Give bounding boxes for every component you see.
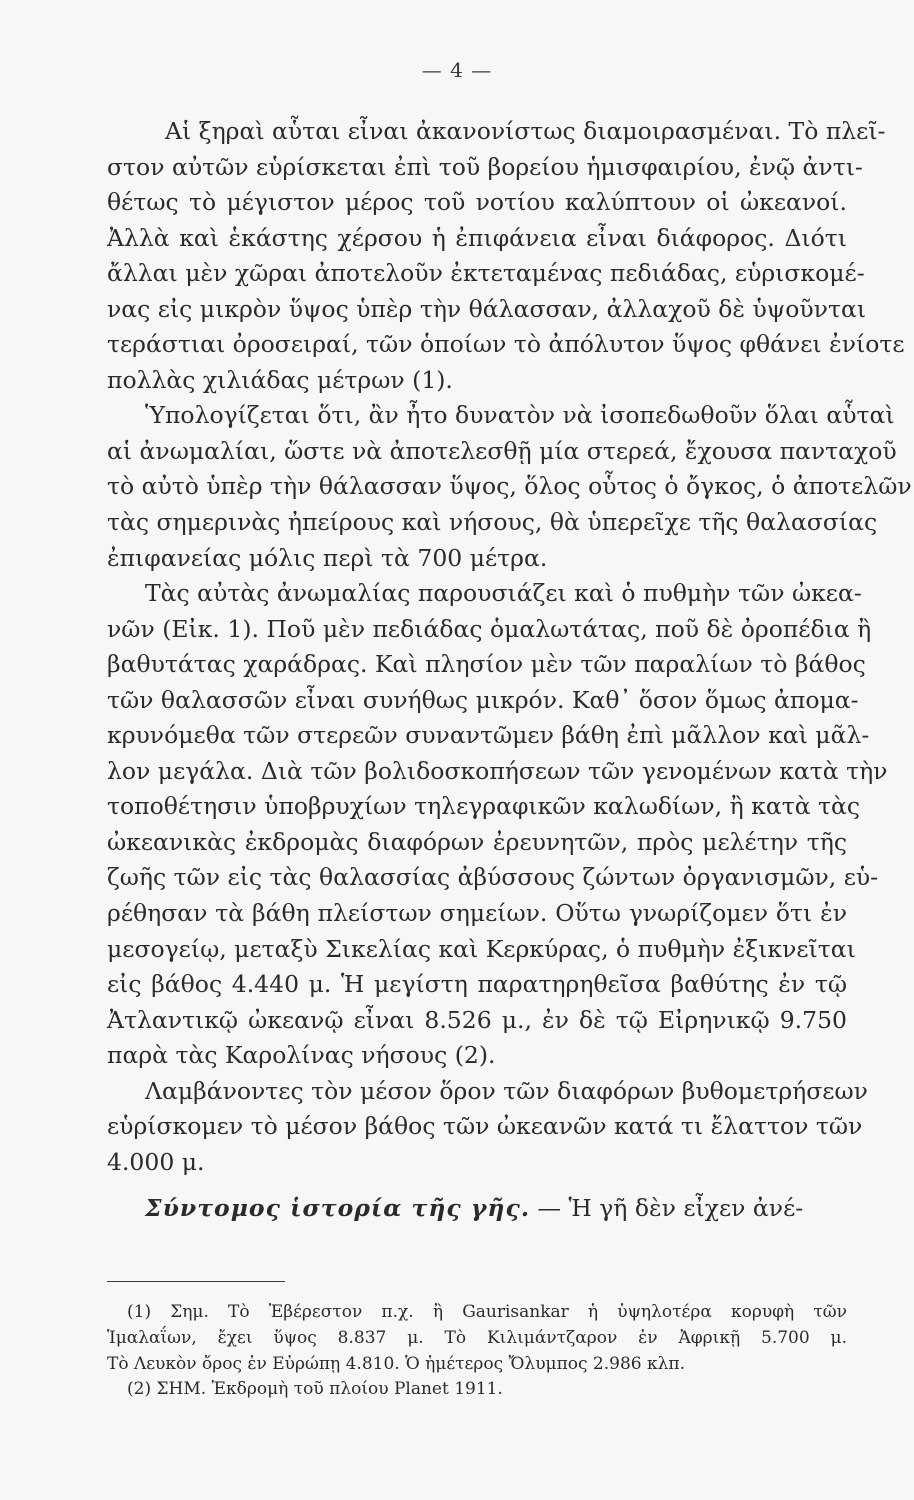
text-line: κρυνόμεθα τῶν στερεῶν συναντῶμεν βάθη ἐπὶ μᾶλλον καὶ μᾶλ-	[107, 721, 870, 750]
text-line: στον αὐτῶν εὑρίσκεται ἐπὶ τοῦ βορείου ἡμισφαιρίου, ἐνῷ ἀντι-	[107, 152, 863, 181]
text-line: Αἱ ξηραὶ αὗται εἶναι ἀκανονίστως διαμοιρασμέναι. Τὸ πλεῖ-	[165, 117, 886, 145]
page-number: — 4 —	[421, 58, 493, 82]
text-line: παρὰ τὰς Καρολίνας νήσους (2).	[107, 1041, 496, 1070]
text-line: ἐπιφανείας μόλις περὶ τὰ 700 μέτρα.	[107, 543, 548, 572]
text-line: Ἀλλὰ καὶ ἑκάστης χέρσου ἡ ἐπιφάνεια εἶναι διάφορος. Διότι	[107, 223, 847, 252]
text-line: Ὑπολογίζεται ὅτι, ἂν ἦτο δυνατὸν νὰ ἰσοπεδωθοῦν ὅλαι αὗταὶ	[145, 401, 895, 430]
text-line: νῶν (Εἰκ. 1). Ποῦ μὲν πεδιάδας ὁμαλωτάτας, ποῦ δὲ ὀροπέδια ἢ	[107, 614, 872, 643]
text-line: τεράστιαι ὀροσειραί, τῶν ὁποίων τὸ ἀπόλυτον ὕψος φθάνει ἐνίοτε	[107, 330, 905, 359]
text-line: θέτως τὸ μέγιστον μέρος τοῦ νοτίου καλύπτουν οἱ ὠκεανοί.	[107, 188, 847, 217]
text-line: ὠκεανικὰς ἐκδρομὰς διαφόρων ἐρευνητῶν, πρὸς μελέτην τῆς	[107, 827, 847, 856]
footnote-line: Τὸ Λευκὸν ὄρος ἐν Εὐρώπῃ 4.810. Ὁ ἡμέτερος Ὄλυμπος 2.986 κλπ.	[107, 1353, 685, 1374]
text-line: λον μεγάλα. Διὰ τῶν βολιδοσκοπήσεων τῶν γενομένων κατὰ τὴν	[107, 756, 888, 785]
text-line: Ἀτλαντικῷ ὠκεανῷ εἶναι 8.526 μ., ἐν δὲ τῷ Εἰρηνικῷ 9.750	[107, 1005, 847, 1034]
text-line: βαθυτάτας χαράδρας. Καὶ πλησίον μὲν τῶν παραλίων τὸ βάθος	[107, 650, 866, 679]
text-line: τοποθέτησιν ὑποβρυχίων τηλεγραφικῶν καλωδίων, ἢ κατὰ τὰς	[107, 792, 861, 821]
text-line: μεσογείῳ, μεταξὺ Σικελίας καὶ Κερκύρας, ὁ πυθμὴν ἐξικνεῖται	[107, 934, 856, 963]
text-line: τὰς σημερινὰς ἠπείρους καὶ νήσους, θὰ ὑπερεῖχε τῆς θαλασσίας	[107, 508, 878, 537]
text-line: ζωῆς τῶν εἰς τὰς θαλασσίας ἀβύσσους ζώντων ὀργανισμῶν, εὑ-	[107, 863, 879, 892]
text-line: εὑρίσκομεν τὸ μέσον βάθος τῶν ὠκεανῶν κατά τι ἔλαττον τῶν	[107, 1112, 863, 1141]
text-line: πολλὰς χιλιάδας μέτρων (1).	[107, 365, 453, 394]
footnote-divider	[107, 1281, 285, 1282]
text-line: τὸ αὐτὸ ὑπὲρ τὴν θάλασσαν ὕψος, ὅλος οὗτος ὁ ὄγκος, ὁ ἀποτελῶν	[107, 472, 912, 501]
text-line: νας εἰς μικρὸν ὕψος ὑπὲρ τὴν θάλασσαν, ἀλλαχοῦ δὲ ὑψοῦνται	[107, 294, 867, 323]
footnotes	[107, 1300, 847, 1403]
section-heading-continuation: — Ἡ γῆ δὲν εἶχεν ἀνέ-	[537, 1194, 804, 1222]
text-line: τῶν θαλασσῶν εἶναι συνήθως μικρόν. Καθ᾽ ὅσον ὅμως ἀπομα-	[107, 685, 859, 714]
text-line: ρέθησαν τὰ βάθη πλείστων σημείων. Οὕτω γνωρίζομεν ὅτι ἐν	[107, 899, 847, 928]
text-line: Λαμβάνοντες τὸν μέσον ὅρον τῶν διαφόρων βυθομετρήσεων	[145, 1076, 868, 1105]
footnote-line: (1) Σημ. Τὸ Ἐβέρεστον π.χ. ἢ Gaurisankar ἡ ὑψηλοτέρα κορυφὴ τῶν	[127, 1302, 847, 1322]
text-line: 4.000 μ.	[107, 1147, 205, 1176]
body-text	[107, 114, 912, 1180]
text-line: εἰς βάθος 4.440 μ. Ἡ μεγίστη παρατηρηθεῖσα βαθύτης ἐν τῷ	[107, 970, 847, 999]
footnote-line: Ἱμαλαΐων, ἔχει ὕψος 8.837 μ. Τὸ Κιλιμάντζαρον ἐν Ἀφρικῇ 5.700 μ.	[107, 1327, 847, 1348]
footnote-line: (2) ΣΗΜ. Ἐκδρομὴ τοῦ πλοίου Planet 1911.	[127, 1379, 503, 1400]
text-line: ἄλλαι μὲν χῶραι ἀποτελοῦν ἐκτεταμένας πεδιάδας, εὑρισκομέ-	[107, 259, 865, 288]
text-line: Τὰς αὐτὰς ἀνωμαλίας παρουσιάζει καὶ ὁ πυθμὴν τῶν ὠκεα-	[145, 579, 862, 608]
text-line: αἱ ἀνωμαλίαι, ὥστε νὰ ἀποτελεσθῇ μία στερεά, ἔχουσα πανταχοῦ	[107, 436, 897, 465]
section-heading-line	[145, 1190, 847, 1226]
section-heading: Σύντομος ἱστορία τῆς γῆς.	[145, 1194, 531, 1222]
